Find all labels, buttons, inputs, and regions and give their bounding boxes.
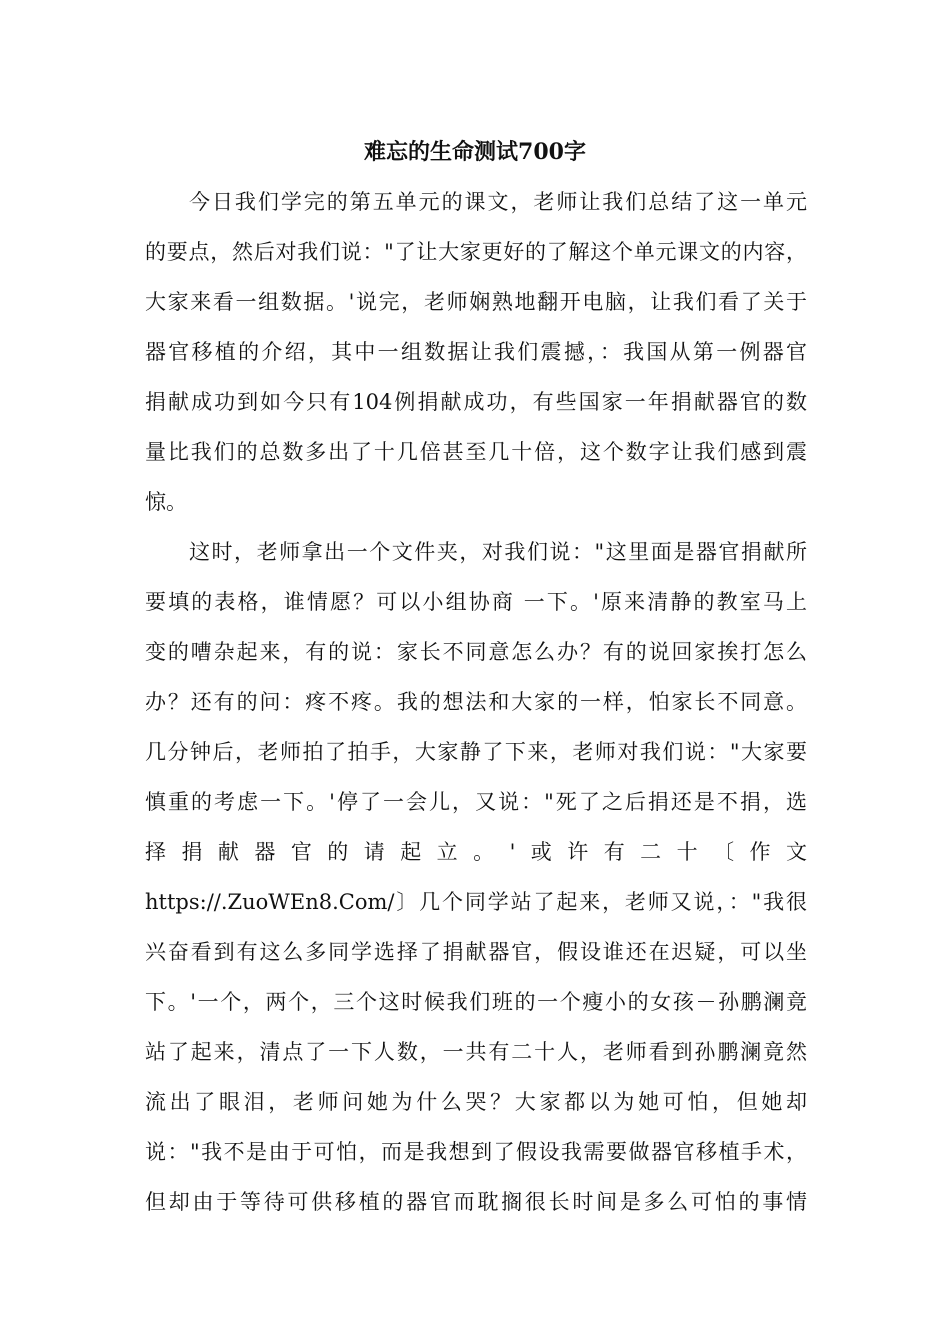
text-line: 说："我不是由于可怕，而是我想到了假设我需要做器官移植手术，: [145, 1140, 807, 1164]
text-line: 量比我们的总数多出了十几倍甚至几十倍，这个数字让我们感到震: [145, 440, 807, 464]
text-line: 大家来看一组数据。'说完，老师娴熟地翻开电脑，让我们看了关于: [145, 290, 807, 314]
paragraph-2: [145, 536, 807, 1236]
text-line: 几分钟后，老师拍了拍手，大家静了下来，老师对我们说："大家要: [145, 740, 807, 764]
text-line: 器官移植的介绍，其中一组数据让我们震撼，：我国从第一例器官: [145, 340, 807, 364]
text-line: 择捐献器官的请起立。'或许有二十〔作文: [145, 840, 807, 864]
text-line: 这时，老师拿出一个文件夹，对我们说："这里面是器官捐献所: [189, 540, 807, 564]
text-line: 站了起来，清点了一下人数，一共有二十人，老师看到孙鹏澜竟然: [145, 1040, 807, 1064]
text-line: 兴奋看到有这么多同学选择了捐献器官，假设谁还在迟疑，可以坐: [145, 940, 807, 964]
text-line: 流出了眼泪，老师问她为什么哭？大家都以为她可怕，但她却: [145, 1090, 807, 1114]
text-line: 慎重的考虑一下。'停了一会儿，又说："死了之后捐还是不捐，选: [145, 790, 807, 814]
text-line: 今日我们学完的第五单元的课文，老师让我们总结了这一单元: [189, 190, 807, 214]
text-line: 变的嘈杂起来，有的说：家长不同意怎么办？有的说回家挨打怎么: [145, 640, 807, 664]
text-line: https://.ZuoWEn8.Com/〕几个同学站了起来，老师又说，："我很: [145, 890, 807, 914]
text-line: 捐献成功到如今只有104例捐献成功，有些国家一年捐献器官的数: [145, 390, 807, 414]
text-line: 要填的表格，谁情愿？可以小组协商 一下。'原来清静的教室马上: [145, 590, 807, 614]
paragraph-1: [145, 186, 807, 536]
text-line: 惊。: [145, 490, 187, 514]
document-body: [145, 186, 807, 1236]
text-line: 办？还有的问：疼不疼。我的想法和大家的一样，怕家长不同意。: [145, 690, 807, 714]
text-line: 的要点，然后对我们说："了让大家更好的了解这个单元课文的内容，: [145, 240, 807, 264]
document-title: 难忘的生命测试700字: [364, 139, 586, 165]
text-line: 但却由于等待可供移植的器官而耽搁很长时间是多么可怕的事情: [145, 1190, 807, 1214]
text-line: 下。'一个，两个，三个这时候我们班的一个瘦小的女孩－孙鹏澜竟: [145, 990, 807, 1014]
